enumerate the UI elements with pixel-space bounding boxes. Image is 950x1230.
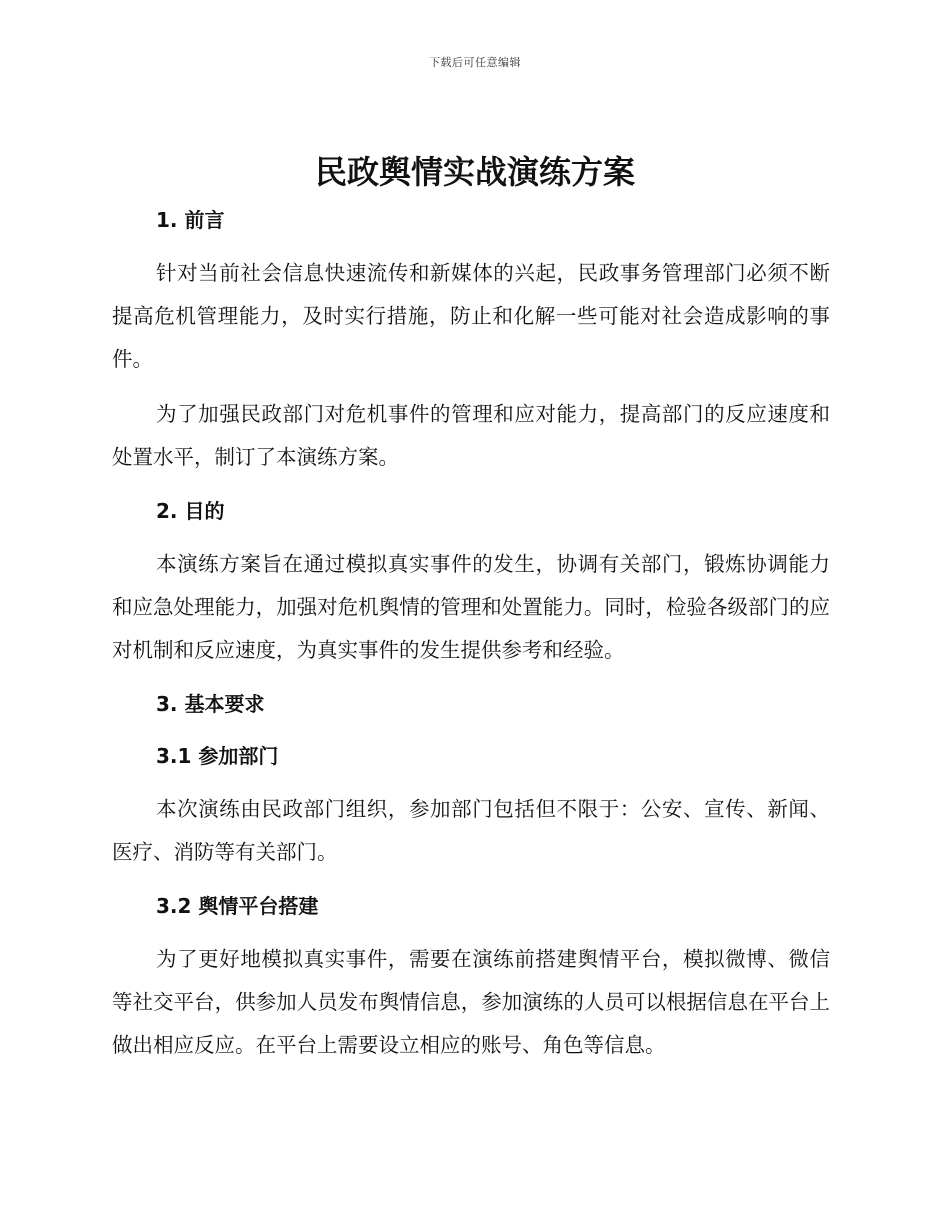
participating-departments-paragraph: 本次演练由民政部门组织，参加部门包括但不限于：公安、宣传、新闻、医疗、消防等有关部门。 (112, 797, 830, 864)
preface-paragraph-1: 针对当前社会信息快速流传和新媒体的兴起，民政事务管理部门必须不断提高危机管理能力，及时实行措施，防止和化解一些可能对社会造成影响的事件。 (112, 261, 830, 371)
document-title: 民政舆情实战演练方案 (314, 153, 635, 191)
section-heading-preface: 1. 前言 (156, 208, 225, 232)
platform-setup-paragraph: 为了更好地模拟真实事件，需要在演练前搭建舆情平台，模拟微博、微信等社交平台，供参加人员发布舆情信息，参加演练的人员可以根据信息在平台上做出相应反应。在平台上需要设立相应的账号、角色等信息。 (112, 947, 830, 1057)
document-body (112, 200, 830, 1067)
section-heading-purpose: 2. 目的 (156, 499, 225, 523)
subsection-heading-participating-departments: 3.1 参加部门 (156, 744, 279, 768)
subsection-heading-platform-setup: 3.2 舆情平台搭建 (156, 894, 319, 918)
section-heading-basic-requirements: 3. 基本要求 (156, 692, 265, 716)
page-header-note: 下载后可任意编辑 (429, 56, 521, 69)
purpose-paragraph: 本演练方案旨在通过模拟真实事件的发生，协调有关部门，锻炼协调能力和应急处理能力，加强对危机舆情的管理和处置能力。同时，检验各级部门的应对机制和反应速度，为真实事件的发生提供参考和经验。 (112, 552, 830, 662)
preface-paragraph-2: 为了加强民政部门对危机事件的管理和应对能力，提高部门的反应速度和处置水平，制订了本演练方案。 (112, 402, 830, 469)
